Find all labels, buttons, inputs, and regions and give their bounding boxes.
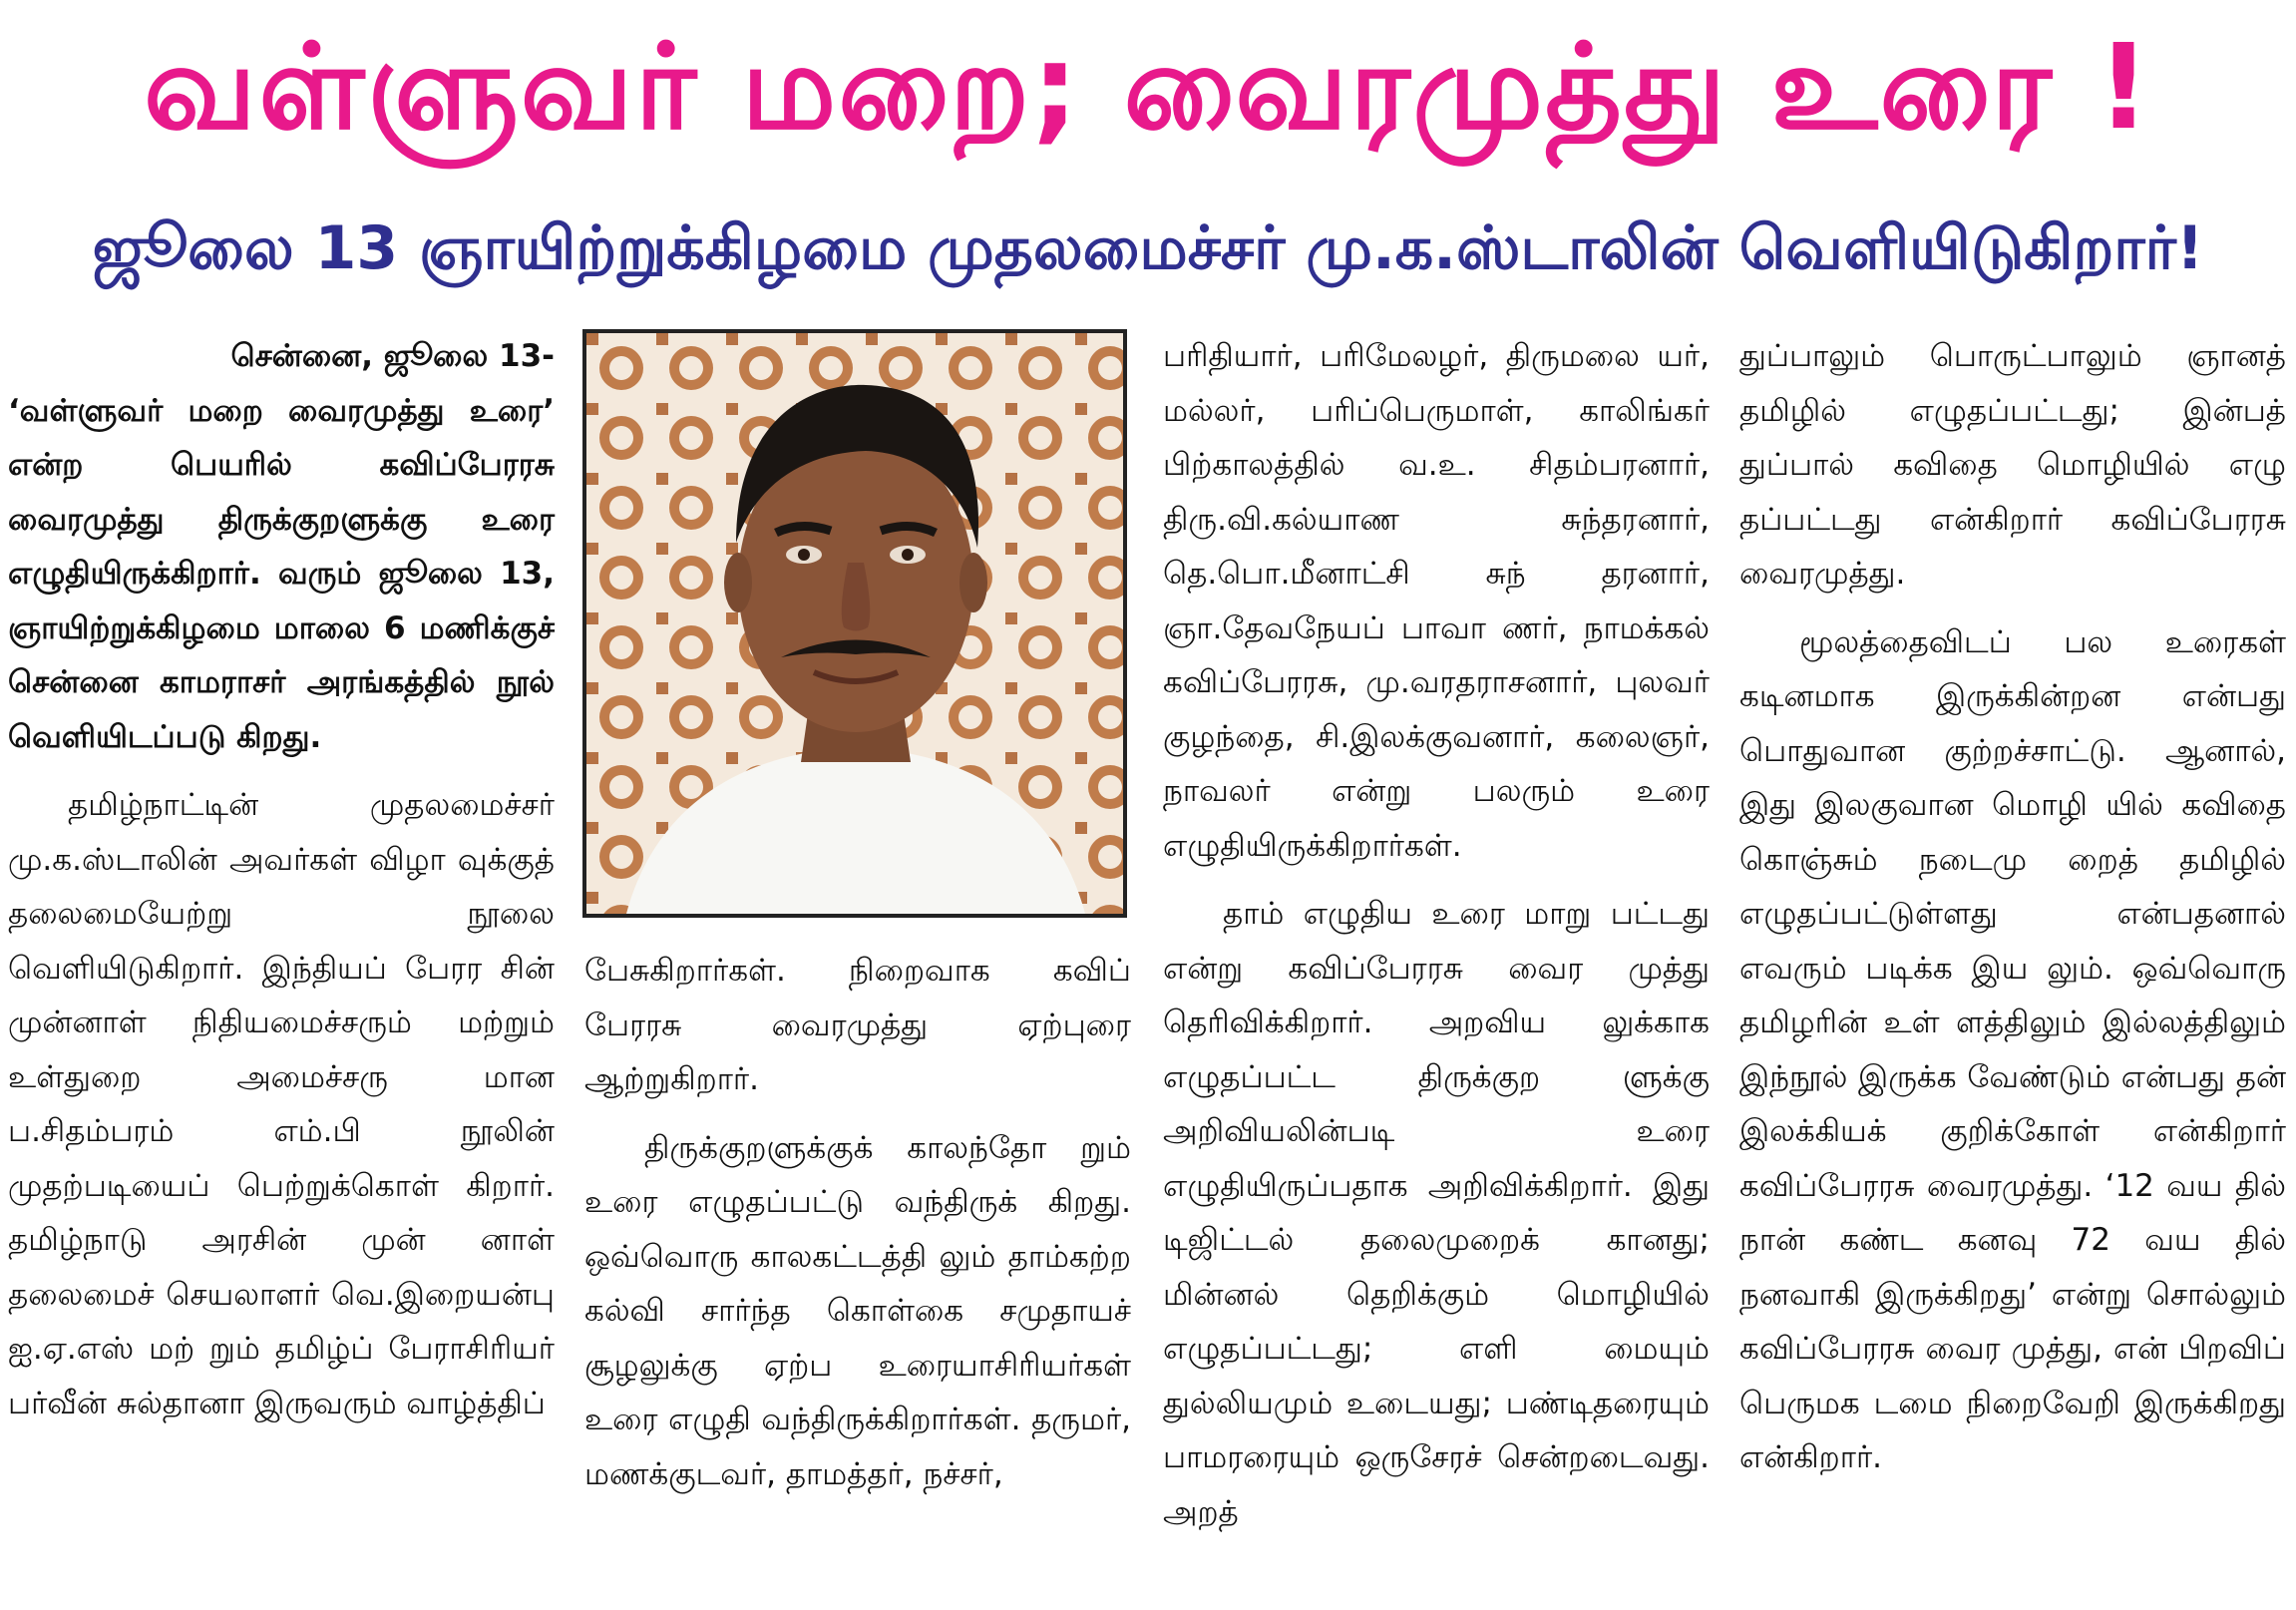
body-paragraph: திருக்குறளுக்குக் காலந்தோ றும் உரை எழுதப்பட்டு வந்திருக் கிறது. ஒவ்வொரு காலகட்டத்தி லும் தாம்கற்ற கல்வி சார்ந்த கொள்கை சமுதாயச் சூழலுக்கு ஏற்ப உரையாசிரியர்கள் உரை எழுதி வந்திருக்கிறார்கள். தருமர், மணக்குடவர், தாமத்தர், நச்சர், — [584, 1129, 1131, 1492]
body-paragraph: தமிழ்நாட்டின் முதலமைச்சர் மு.க.ஸ்டாலின் அவர்கள் விழா வுக்குத் தலைமையேற்று நூலை வெளியிடுகிறார். இந்தியப் பேரர சின் முன்னாள் நிதியமைச்சரும் மற்றும் உள்துறை அமைச்சரு மான ப.சிதம்பரம் எம்.பி நூலின் முதற்படியைப் பெற்றுக்கொள் கிறார். தமிழ்நாடு அரசின் முன் னாள் தலைமைச் செயலாளர் வெ.இறையன்பு ஐ.ஏ.எஸ் மற் றும் தமிழ்ப் பேராசிரியர் பர்வீன் சுல்தானா இருவரும் வாழ்த்திப் — [8, 787, 555, 1421]
body-paragraph: பேசுகிறார்கள். நிறைவாக கவிப் பேரரசு வைரமுத்து ஏற்புரை ஆற்றுகிறார். — [584, 953, 1131, 1097]
portrait-illustration — [586, 333, 1123, 914]
article-column-3 — [1163, 329, 1710, 1539]
headline: வள்ளுவர் மறை; வைரமுத்து உரை ! — [144, 18, 2152, 156]
body-paragraph: பரிதியார், பரிமேலழர், திருமலை யர், மல்லர், பரிப்பெருமாள், காலிங்கர் பிற்காலத்தில் வ.உ. சிதம்பரனார், திரு.வி.கல்யாண சுந்தரனார், தெ.பொ.மீனாட்சி சுந் தரனார், ஞா.தேவநேயப் பாவா ணர், நாமக்கல் கவிப்பேரரசு, மு.வரதராசனார், புலவர் குழந்தை, சி.இலக்குவனார், கலைஞர், நாவலர் என்று பலரும் உரை எழுதியிருக்கிறார்கள். — [1163, 338, 1710, 864]
article-column-1 — [8, 329, 555, 1430]
body-paragraph: துப்பாலும் பொருட்பாலும் ஞானத் தமிழில் எழுதப்பட்டது; இன்பத் துப்பால் கவிதை மொழியில் எழு தப்பட்டது என்கிறார் கவிப்பேரரசு வைரமுத்து. — [1739, 338, 2286, 592]
dateline: சென்னை, ஜூலை 13- — [230, 338, 555, 374]
subheadline: ஜூலை 13 ஞாயிற்றுக்கிழமை முதலமைச்சர் மு.க.ஸ்டாலின் வெளியிடுகிறார்! — [92, 213, 2204, 283]
body-paragraph: தாம் எழுதிய உரை மாறு பட்டது என்று கவிப்பேரரசு வைர முத்து தெரிவிக்கிறார். அறவிய லுக்காக எழுதப்பட்ட திருக்குற ளுக்கு அறிவியலின்படி உரை எழுதியிருப்பதாக அறிவிக்கிறார். இது டிஜிட்டல் தலைமுறைக் கானது; மின்னல் தெறிக்கும் மொழியில் எழுதப்பட்டது; எளி மையும் துல்லியமும் உடையது; பண்டிதரையும் பாமரரையும் ஒருசேரச் சென்றடைவது. அறத் — [1163, 896, 1710, 1530]
lede-paragraph: ‘வள்ளுவர் மறை வைரமுத்து உரை’ என்ற பெயரில் கவிப்பேரரசு வைரமுத்து திருக்குறளுக்கு உரை எழுதியிருக்கிறார். வரும் ஜூலை 13, ஞாயிற்றுக்கிழமை மாலை 6 மணிக்குச் சென்னை காமராசர் அரங்கத்தில் நூல் வெளியிடப்படு கிறது. — [8, 392, 555, 755]
body-paragraph: மூலத்தைவிடப் பல உரைகள் கடினமாக இருக்கின்றன என்பது பொதுவான குற்றச்சாட்டு. ஆனால், இது இலகுவான மொழி யில் கவிதை கொஞ்சும் நடைமு றைத் தமிழில் எழுதப்பட்டுள்ளது என்பதனால் எவரும் படிக்க இய லும். ஒவ்வொரு தமிழரின் உள் ளத்திலும் இல்லத்திலும் இந்நூல் இருக்க வேண்டும் என்பது தன் இலக்கியக் குறிக்கோள் என்கிறார் கவிப்பேரரசு வைரமுத்து. ‘12 வய தில் நான் கண்ட கனவு 72 வய தில் நனவாகி இருக்கிறது’ என்று சொல்லும் கவிப்பேரரசு வைர முத்து, என் பிறவிப் பெருமக டமை நிறைவேறி இருக்கிறது என்கிறார். — [1739, 623, 2286, 1475]
portrait-photo-icon — [582, 329, 1127, 918]
article-column-4 — [1739, 329, 2286, 1485]
article-column-2 — [584, 944, 1131, 1501]
